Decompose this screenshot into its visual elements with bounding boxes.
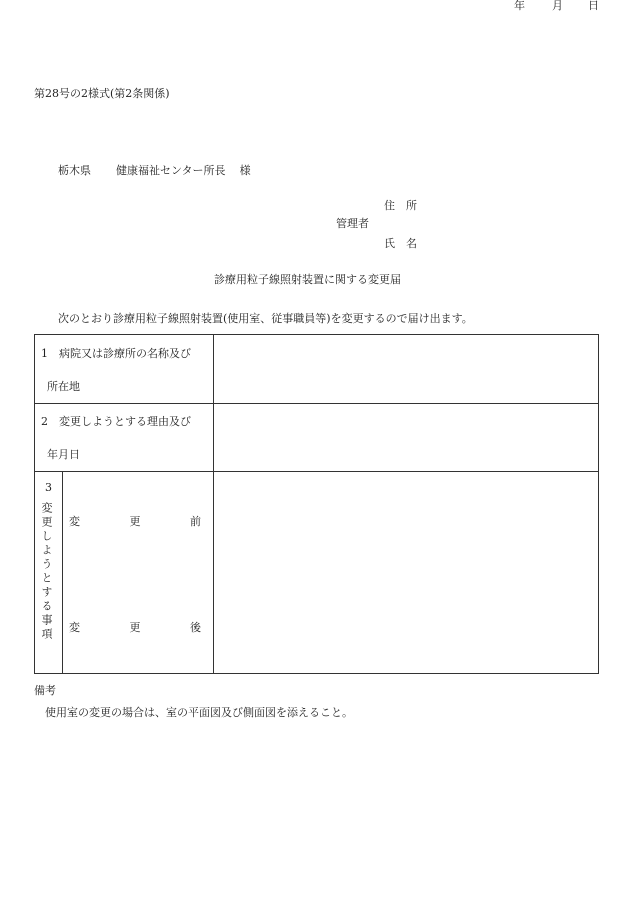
date-year-label: 年: [514, 0, 525, 12]
before-label: [69, 516, 201, 527]
address-label: 住所: [384, 199, 428, 212]
row3-vertical-label: 変更しようとする事項: [40, 502, 53, 642]
row1-label-line1: 1 病院又は診療所の名称及び: [41, 347, 191, 360]
row2-label-cell: [35, 404, 214, 472]
recipient-honorific: 様: [239, 164, 251, 177]
table-row: [35, 472, 599, 674]
row3-vertical-cell: [35, 472, 63, 674]
manager-label: 管理者: [336, 217, 369, 230]
before-char-1: 変: [69, 515, 80, 528]
table-row: [35, 335, 599, 404]
after-char-1: 変: [69, 621, 80, 634]
after-label: [69, 622, 201, 633]
before-char-3: 前: [190, 515, 201, 528]
row3-input-cell[interactable]: [214, 472, 599, 674]
row2-label-line2: 年月日: [47, 448, 80, 461]
remarks-text: 使用室の変更の場合は、室の平面図及び側面図を添えること。: [45, 706, 353, 719]
name-label: 氏名: [384, 237, 428, 250]
intro-text: 次のとおり診療用粒子線照射装置(使用室、従事職員等)を変更するので届け出ます。: [58, 312, 473, 325]
after-char-3: 後: [190, 621, 201, 634]
recipient-office: 健康福祉センター所長: [116, 164, 226, 177]
row3-label-cell: [63, 472, 214, 674]
document-title: 診療用粒子線照射装置に関する変更届: [214, 273, 401, 286]
date-day-label: 日: [588, 0, 599, 12]
recipient-line: [58, 165, 251, 176]
before-char-2: 更: [129, 515, 141, 528]
row2-input-cell[interactable]: [214, 404, 599, 472]
remarks-label: 備考: [34, 684, 56, 697]
row3-number: 3: [45, 481, 52, 494]
recipient-prefecture: 栃木県: [58, 164, 91, 177]
after-char-2: 更: [129, 621, 141, 634]
form-number-title: 第28号の2様式(第2条関係): [34, 87, 170, 100]
table-row: [35, 404, 599, 472]
row2-label-line1: 2 変更しようとする理由及び: [41, 415, 191, 428]
row1-input-cell[interactable]: [214, 335, 599, 404]
row1-label-line2: 所在地: [47, 380, 80, 393]
change-form-table: [34, 334, 599, 674]
date-month-label: 月: [552, 0, 563, 12]
row1-label-cell: [35, 335, 214, 404]
